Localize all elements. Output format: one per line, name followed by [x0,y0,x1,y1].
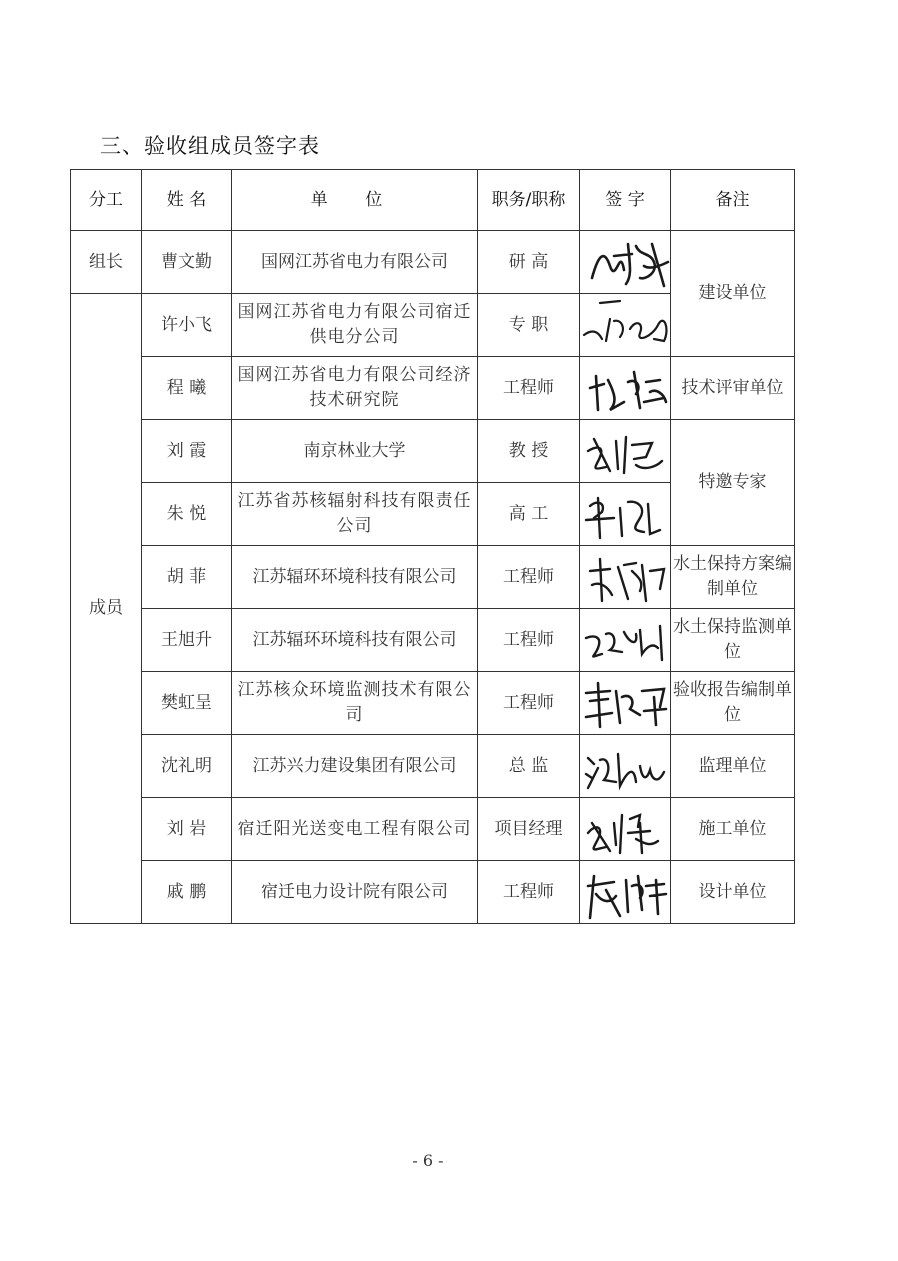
member-title: 高 工 [478,483,580,546]
handwritten-signature-icon [582,673,668,733]
remark-design-unit: 设计单位 [671,861,795,924]
header-signature: 签 字 [580,170,671,231]
table-row [71,231,795,294]
member-unit: 南京林业大学 [232,420,478,483]
remark-invited-experts: 特邀专家 [671,420,795,546]
table-header-row [71,170,795,231]
remark-supervision-unit: 监理单位 [671,735,795,798]
member-unit: 江苏兴力建设集团有限公司 [232,735,478,798]
handwritten-signature-icon [582,736,668,796]
member-name: 程 曦 [142,357,232,420]
signature-cell [580,546,671,609]
handwritten-signature-icon [582,295,668,355]
signature-cell [580,483,671,546]
table-row [71,672,795,735]
handwritten-signature-icon [582,799,668,859]
table-row [71,420,795,483]
handwritten-signature-icon [582,862,668,922]
member-name: 王旭升 [142,609,232,672]
member-name: 刘 霞 [142,420,232,483]
member-name: 朱 悦 [142,483,232,546]
remark-construction-unit: 建设单位 [671,231,795,357]
table-row [71,609,795,672]
remark-plan-unit: 水土保持方案编制单位 [671,546,795,609]
header-role: 分工 [71,170,142,231]
member-name: 许小飞 [142,294,232,357]
member-title: 工程师 [478,357,580,420]
remark-report-unit: 验收报告编制单位 [671,672,795,735]
section-title: 三、验收组成员签字表 [100,134,320,158]
member-unit: 国网江苏省电力有限公司宿迁供电分公司 [232,294,478,357]
signature-cell [580,861,671,924]
member-name: 曹文勤 [142,231,232,294]
member-unit: 江苏辐环环境科技有限公司 [232,609,478,672]
table-row [71,546,795,609]
signature-table [70,169,795,924]
table-row [71,861,795,924]
member-name: 刘 岩 [142,798,232,861]
member-title: 工程师 [478,672,580,735]
member-unit: 江苏辐环环境科技有限公司 [232,546,478,609]
remark-tech-review: 技术评审单位 [671,357,795,420]
member-unit: 国网江苏省电力有限公司经济技术研究院 [232,357,478,420]
signature-cell [580,609,671,672]
member-title: 专 职 [478,294,580,357]
remark-monitor-unit: 水土保持监测单位 [671,609,795,672]
header-title: 职务/职称 [478,170,580,231]
member-name: 沈礼明 [142,735,232,798]
role-leader: 组长 [71,231,142,294]
member-unit: 国网江苏省电力有限公司 [232,231,478,294]
handwritten-signature-icon [582,358,668,418]
signature-cell [580,357,671,420]
handwritten-signature-icon [582,547,668,607]
member-unit: 宿迁电力设计院有限公司 [232,861,478,924]
handwritten-signature-icon [582,484,668,544]
member-title: 研 高 [478,231,580,294]
signature-cell [580,735,671,798]
role-member: 成员 [71,294,142,924]
member-title: 项目经理 [478,798,580,861]
member-title: 总 监 [478,735,580,798]
member-unit: 宿迁阳光送变电工程有限公司 [232,798,478,861]
signature-cell [580,798,671,861]
handwritten-signature-icon [582,610,668,670]
remark-construction-contractor: 施工单位 [671,798,795,861]
member-name: 樊虹呈 [142,672,232,735]
member-title: 教 授 [478,420,580,483]
member-unit: 江苏核众环境监测技术有限公司 [232,672,478,735]
header-remark: 备注 [671,170,795,231]
member-title: 工程师 [478,546,580,609]
table-row [71,357,795,420]
member-title: 工程师 [478,861,580,924]
page-number: - 6 - [412,1151,444,1170]
header-name: 姓 名 [142,170,232,231]
member-unit: 江苏省苏核辐射科技有限责任公司 [232,483,478,546]
header-unit: 单 位 [232,170,478,231]
member-title: 工程师 [478,609,580,672]
signature-cell [580,294,671,357]
member-name: 戚 鹏 [142,861,232,924]
member-name: 胡 菲 [142,546,232,609]
signature-cell [580,420,671,483]
handwritten-signature-icon [582,421,668,481]
signature-cell [580,231,671,294]
table-row [71,735,795,798]
signature-cell [580,672,671,735]
table-row [71,798,795,861]
handwritten-signature-icon [582,232,668,292]
